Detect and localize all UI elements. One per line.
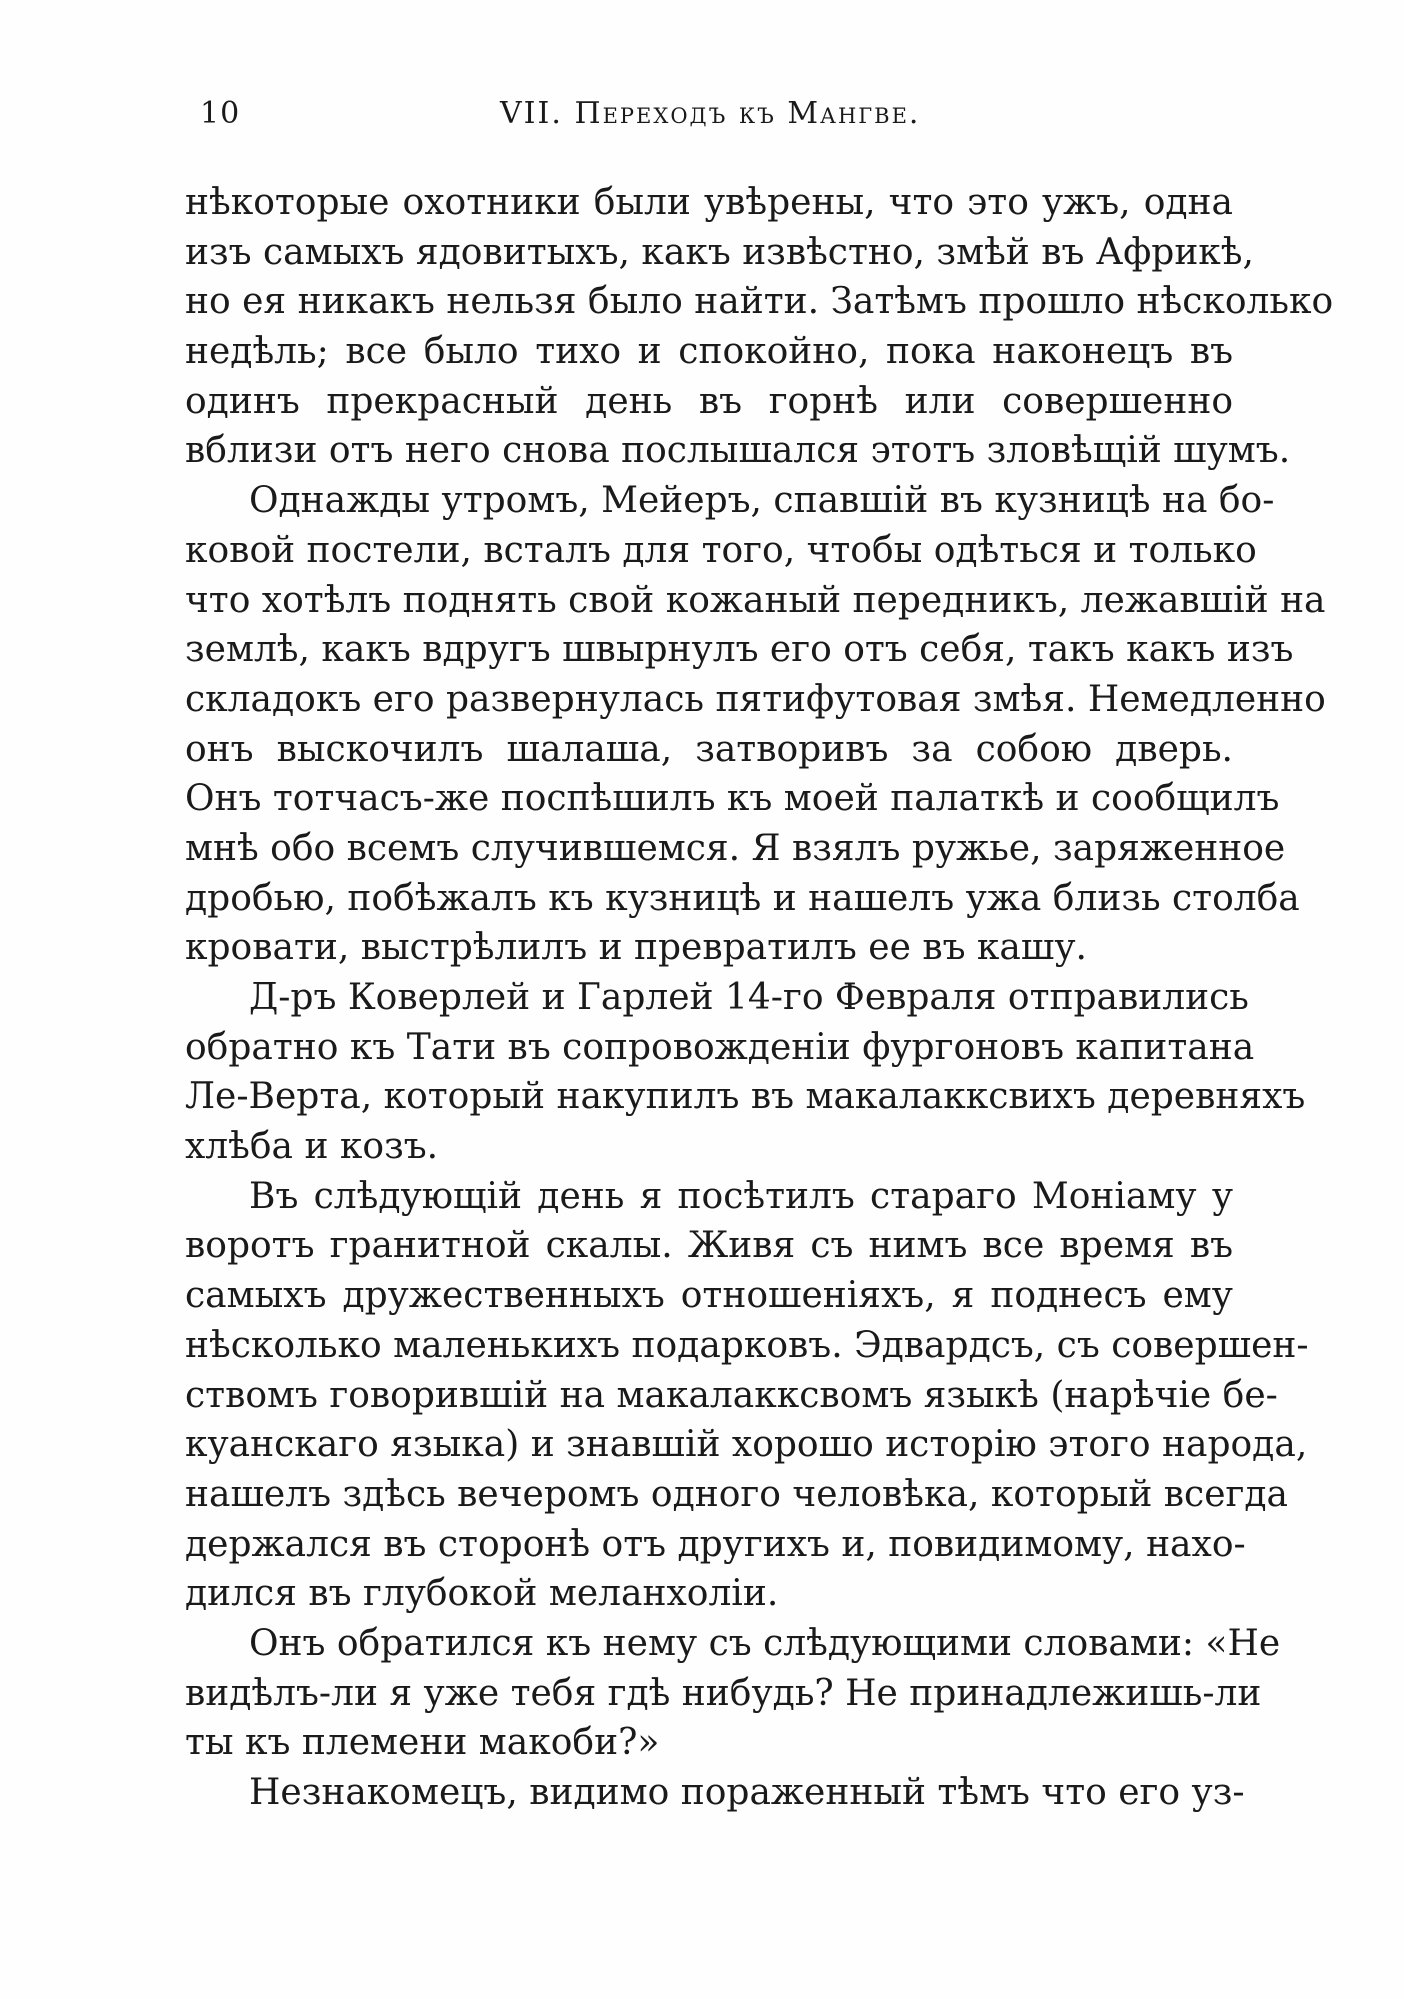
text-line: дробью, побѣжалъ къ кузницѣ и нашелъ ужа близь столба <box>185 877 1300 919</box>
text-line: воротъ гранитной скалы. Живя съ нимъ все время въ <box>185 1225 1233 1267</box>
body-text <box>185 178 1334 1818</box>
text-line: хлѣба и козъ. <box>185 1126 439 1168</box>
text-line: обратно къ Тати въ сопровожденіи фургоновъ капитана <box>185 1026 1255 1068</box>
text-line: Незнакомецъ, видимо пораженный тѣмъ что его уз- <box>249 1772 1245 1813</box>
running-title: VII. Переходъ къ Мангве. <box>500 96 921 131</box>
text-line: видѣлъ-ли я уже тебя гдѣ нибудь? Не принадлежишь-ли <box>185 1672 1262 1714</box>
text-line: самыхъ дружественныхъ отношеніяхъ, я поднесъ ему <box>185 1275 1233 1317</box>
text-line: ты къ племени макоби?» <box>185 1722 660 1764</box>
text-line: нѣкоторые охотники были увѣрены, что это ужъ, одна <box>185 182 1233 223</box>
page-number: 10 <box>200 96 241 131</box>
text-line: но ея никакъ нельзя было найти. Затѣмъ прошло нѣсколько <box>185 281 1334 323</box>
text-line: держался въ сторонѣ отъ другихъ и, повидимому, нахо- <box>185 1523 1246 1565</box>
text-line: Однажды утромъ, Мейеръ, спавшій въ кузницѣ на бо- <box>249 480 1275 522</box>
text-line: ствомъ говорившій на макалакксвомъ языкѣ (нарѣчіе бе- <box>185 1374 1278 1416</box>
text-line: кровати, выстрѣлилъ и превратилъ ее въ кашу. <box>185 927 1087 969</box>
text-line: Ле-Верта, который накупилъ въ макалакксвихъ деревняхъ <box>185 1076 1306 1118</box>
text-line: дился въ глубокой меланхоліи. <box>185 1573 779 1615</box>
text-line: что хотѣлъ поднять свой кожаный передникъ, лежавшій на <box>185 579 1326 621</box>
text-line: Въ слѣдующій день я посѣтилъ стараго Моніаму у <box>249 1175 1233 1217</box>
text-line: нашелъ здѣсь вечеромъ одного человѣка, который всегда <box>185 1473 1288 1515</box>
text-line: нѣсколько маленькихъ подарковъ. Эдвардсъ, съ совершен- <box>185 1324 1309 1366</box>
text-line: ковой постели, всталъ для того, чтобы одѣться и только <box>185 529 1257 571</box>
text-line: онъ выскочилъ шалаша, затворивъ за собою дверь. <box>185 728 1233 770</box>
text-line: одинъ прекрасный день въ горнѣ или совершенно <box>185 380 1233 422</box>
text-line: недѣль; все было тихо и спокойно, пока наконецъ въ <box>185 331 1233 373</box>
text-line: Онъ тотчасъ-же поспѣшилъ къ моей палаткѣ и сообщилъ <box>185 778 1280 820</box>
text-line: Д-ръ Коверлей и Гарлей 14-го Февраля отправились <box>249 977 1249 1018</box>
text-line: изъ самыхъ ядовитыхъ, какъ извѣстно, змѣй въ Африкѣ, <box>185 231 1254 273</box>
text-line: складокъ его развернулась пятифутовая змѣя. Немедленно <box>185 678 1326 720</box>
text-line: куанскаго языка) и знавшій хорошо исторію этого народа, <box>185 1424 1308 1466</box>
text-line: Онъ обратился къ нему съ слѣдующими словами: «Не <box>249 1622 1281 1664</box>
page-header <box>200 96 1230 146</box>
text-line: мнѣ обо всемъ случившемся. Я взялъ ружье, заряженное <box>185 827 1286 869</box>
text-line: землѣ, какъ вдругъ швырнулъ его отъ себя, такъ какъ изъ <box>185 629 1294 671</box>
text-line: вблизи отъ него снова послышался этотъ зловѣщій шумъ. <box>185 430 1291 472</box>
